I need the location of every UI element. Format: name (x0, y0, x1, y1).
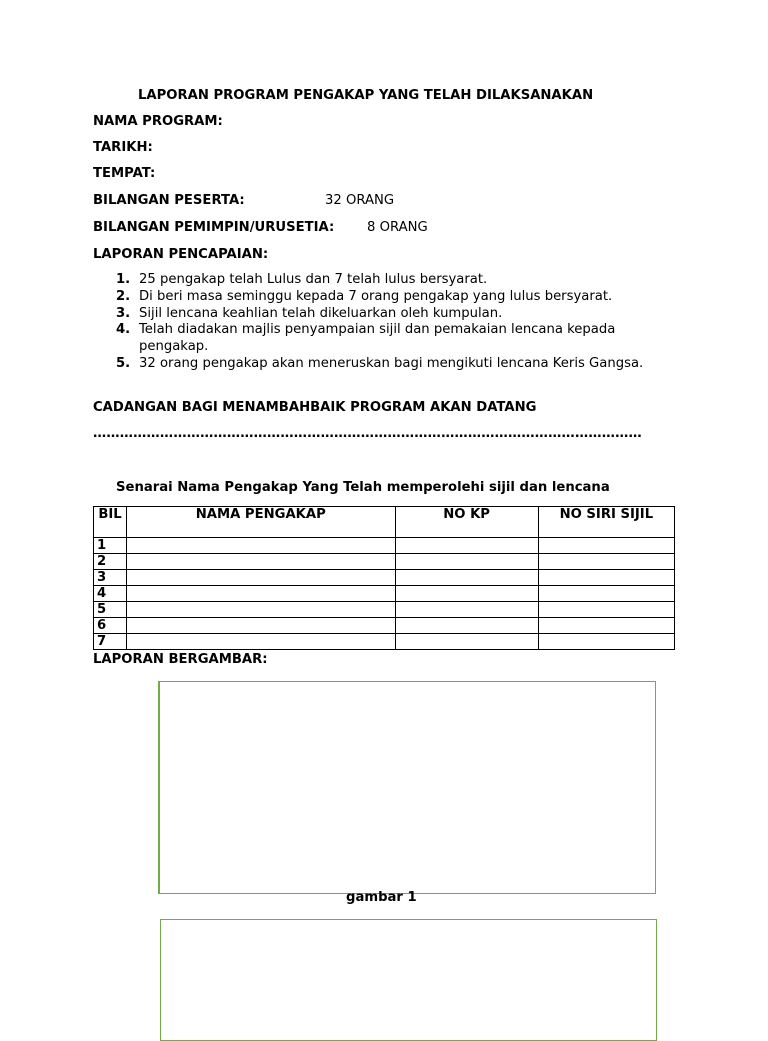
cell-no-siri[interactable] (538, 538, 674, 554)
list-item-number: 3. (116, 305, 131, 321)
list-item (0, 322, 669, 356)
dotted-answer-line: …………………………………………………………………………………………………………… (93, 426, 642, 441)
list-item (0, 272, 669, 289)
row-number: 2 (94, 554, 127, 570)
cell-nama[interactable] (127, 618, 395, 634)
name-list-heading: Senarai Nama Pengakap Yang Telah memperolehi sijil dan lencana (116, 480, 610, 495)
cell-no-siri[interactable] (538, 602, 674, 618)
photo-frame-2 (160, 919, 657, 1041)
table-row (94, 538, 675, 554)
field-tempat: TEMPAT: (93, 166, 156, 181)
laporan-bergambar-heading: LAPORAN BERGAMBAR: (93, 652, 268, 667)
photo-frame-1 (158, 681, 656, 894)
list-item (0, 306, 669, 323)
column-header-bil: BIL (94, 507, 127, 538)
list-item (0, 289, 669, 306)
row-number: 1 (94, 538, 127, 554)
cell-no-kp[interactable] (395, 554, 538, 570)
cell-no-kp[interactable] (395, 634, 538, 650)
table-header-row (94, 507, 675, 538)
list-item-number: 4. (116, 322, 131, 338)
cell-nama[interactable] (127, 634, 395, 650)
row-number: 7 (94, 634, 127, 650)
cell-no-siri[interactable] (538, 554, 674, 570)
field-laporan-pencapaian: LAPORAN PENCAPAIAN: (93, 247, 269, 262)
cell-no-kp[interactable] (395, 538, 538, 554)
document-title: LAPORAN PROGRAM PENGAKAP YANG TELAH DILAKSANAKAN (138, 88, 594, 103)
field-bilangan-peserta-value: 32 ORANG (325, 193, 395, 208)
table-row (94, 570, 675, 586)
table-row (94, 586, 675, 602)
field-bilangan-peserta-label: BILANGAN PESERTA: (93, 193, 245, 208)
cell-no-kp[interactable] (395, 618, 538, 634)
row-number: 5 (94, 602, 127, 618)
field-nama-program: NAMA PROGRAM: (93, 114, 223, 129)
row-number: 6 (94, 618, 127, 634)
cell-no-kp[interactable] (395, 570, 538, 586)
name-table (93, 506, 675, 650)
cell-no-siri[interactable] (538, 586, 674, 602)
list-item-text: 32 orang pengakap akan meneruskan bagi mengikuti lencana Keris Gangsa. (139, 355, 644, 371)
cell-no-kp[interactable] (395, 586, 538, 602)
list-item-text: Telah diadakan majlis penyampaian sijil dan pemakaian lencana kepada pengakap. (139, 322, 616, 355)
field-bilangan-pemimpin-label: BILANGAN PEMIMPIN/URUSETIA: (93, 220, 335, 235)
cell-nama[interactable] (127, 538, 395, 554)
list-item-text: Di beri masa seminggu kepada 7 orang pengakap yang lulus bersyarat. (139, 288, 613, 304)
list-item-number: 2. (116, 288, 131, 304)
column-header-no-kp: NO KP (395, 507, 538, 538)
cell-no-siri[interactable] (538, 570, 674, 586)
cell-no-kp[interactable] (395, 602, 538, 618)
row-number: 3 (94, 570, 127, 586)
table-row (94, 618, 675, 634)
photo-caption-1: gambar 1 (346, 890, 417, 905)
table-row (94, 554, 675, 570)
column-header-nama-pengakap: NAMA PENGAKAP (127, 507, 395, 538)
achievement-list (0, 272, 669, 373)
cell-no-siri[interactable] (538, 618, 674, 634)
cadangan-heading: CADANGAN BAGI MENAMBAHBAIK PROGRAM AKAN DATANG (93, 400, 537, 415)
column-header-no-siri-sijil: NO SIRI SIJIL (538, 507, 674, 538)
cell-nama[interactable] (127, 602, 395, 618)
list-item-text: Sijil lencana keahlian telah dikeluarkan oleh kumpulan. (139, 305, 503, 321)
list-item-number: 5. (116, 355, 131, 371)
list-item-number: 1. (116, 272, 131, 287)
cell-nama[interactable] (127, 554, 395, 570)
table-row (94, 634, 675, 650)
cell-nama[interactable] (127, 586, 395, 602)
field-tarikh: TARIKH: (93, 140, 153, 155)
row-number: 4 (94, 586, 127, 602)
list-item (0, 356, 669, 373)
field-bilangan-pemimpin-value: 8 ORANG (367, 220, 428, 235)
cell-nama[interactable] (127, 570, 395, 586)
table-row (94, 602, 675, 618)
cell-no-siri[interactable] (538, 634, 674, 650)
list-item-text: 25 pengakap telah Lulus dan 7 telah lulus bersyarat. (139, 272, 488, 287)
